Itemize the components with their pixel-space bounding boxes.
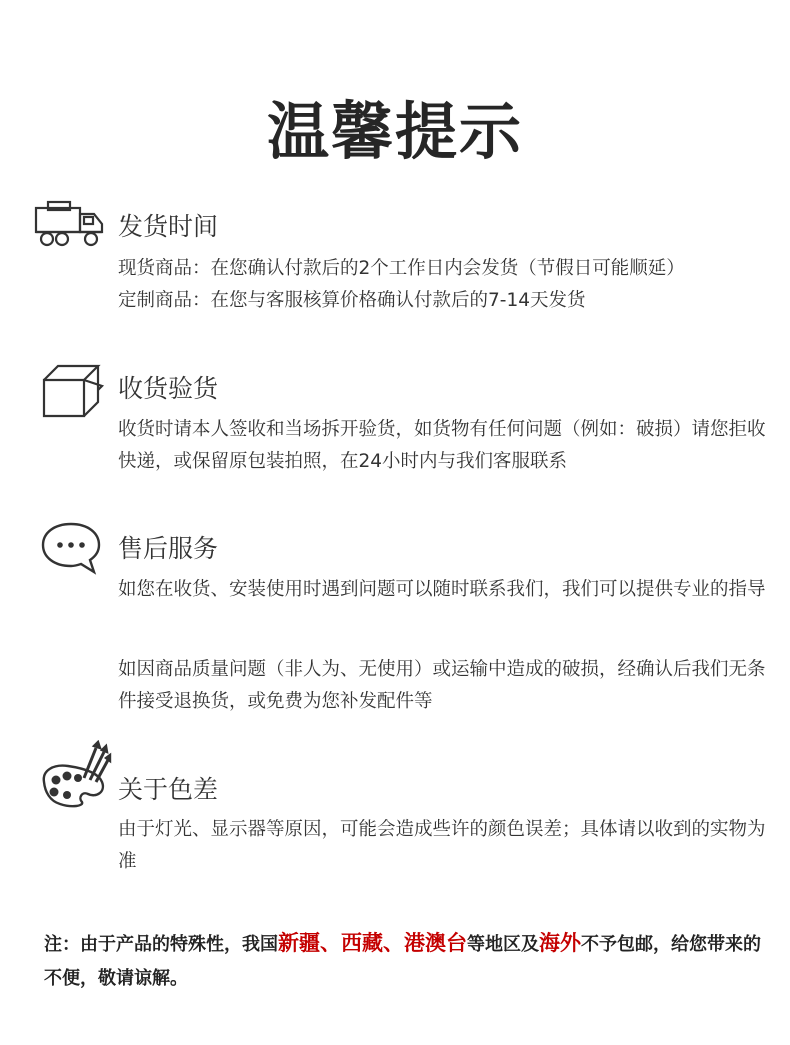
section-title: 发货时间 [118, 212, 219, 241]
paragraph: 如您在收货、安装使用时遇到问题可以随时联系我们，我们可以提供专业的指导 [118, 579, 766, 600]
note-text: 注：由于产品的特殊性，我国 [44, 934, 278, 955]
section-after-sales [0, 518, 790, 718]
note-text: 不予包邮，给您带来的不便，敬请谅解。 [44, 934, 761, 989]
section-shipping-time [0, 198, 790, 328]
note-highlight-regions: 新疆、西藏、港澳台 [278, 931, 467, 955]
shipping-note [44, 926, 764, 996]
chat-bubble-icon [40, 520, 102, 576]
paragraph: 定制商品：在您与客服核算价格确认付款后的7-14天发货 [118, 290, 586, 311]
section-title: 收货验货 [118, 374, 219, 403]
paragraph: 现货商品：在您确认付款后的2个工作日内会发货（节假日可能顺延） [118, 258, 685, 279]
section-title: 关于色差 [118, 775, 219, 804]
note-text: 等地区及 [467, 934, 539, 955]
page-title: 温馨提示 [266, 95, 523, 168]
truck-icon [34, 200, 106, 248]
paragraph: 由于灯光、显示器等原因，可能会造成些许的颜色误差；具体请以收到的实物为准 [118, 819, 766, 872]
note-highlight-overseas: 海外 [539, 931, 581, 955]
section-receiving [0, 360, 790, 490]
box-icon [40, 364, 106, 418]
paragraph: 收货时请本人签收和当场拆开验货，如货物有任何问题（例如：破损）请您拒收快递，或保留原包装拍照，在24小时内与我们客服联系 [118, 419, 766, 472]
section-title: 售后服务 [118, 534, 219, 563]
paragraph: 如因商品质量问题（非人为、无使用）或运输中造成的破损，经确认后我们无条件接受退换货，或免费为您补发配件等 [118, 659, 766, 712]
palette-icon [38, 740, 112, 812]
section-color-difference [0, 740, 790, 880]
